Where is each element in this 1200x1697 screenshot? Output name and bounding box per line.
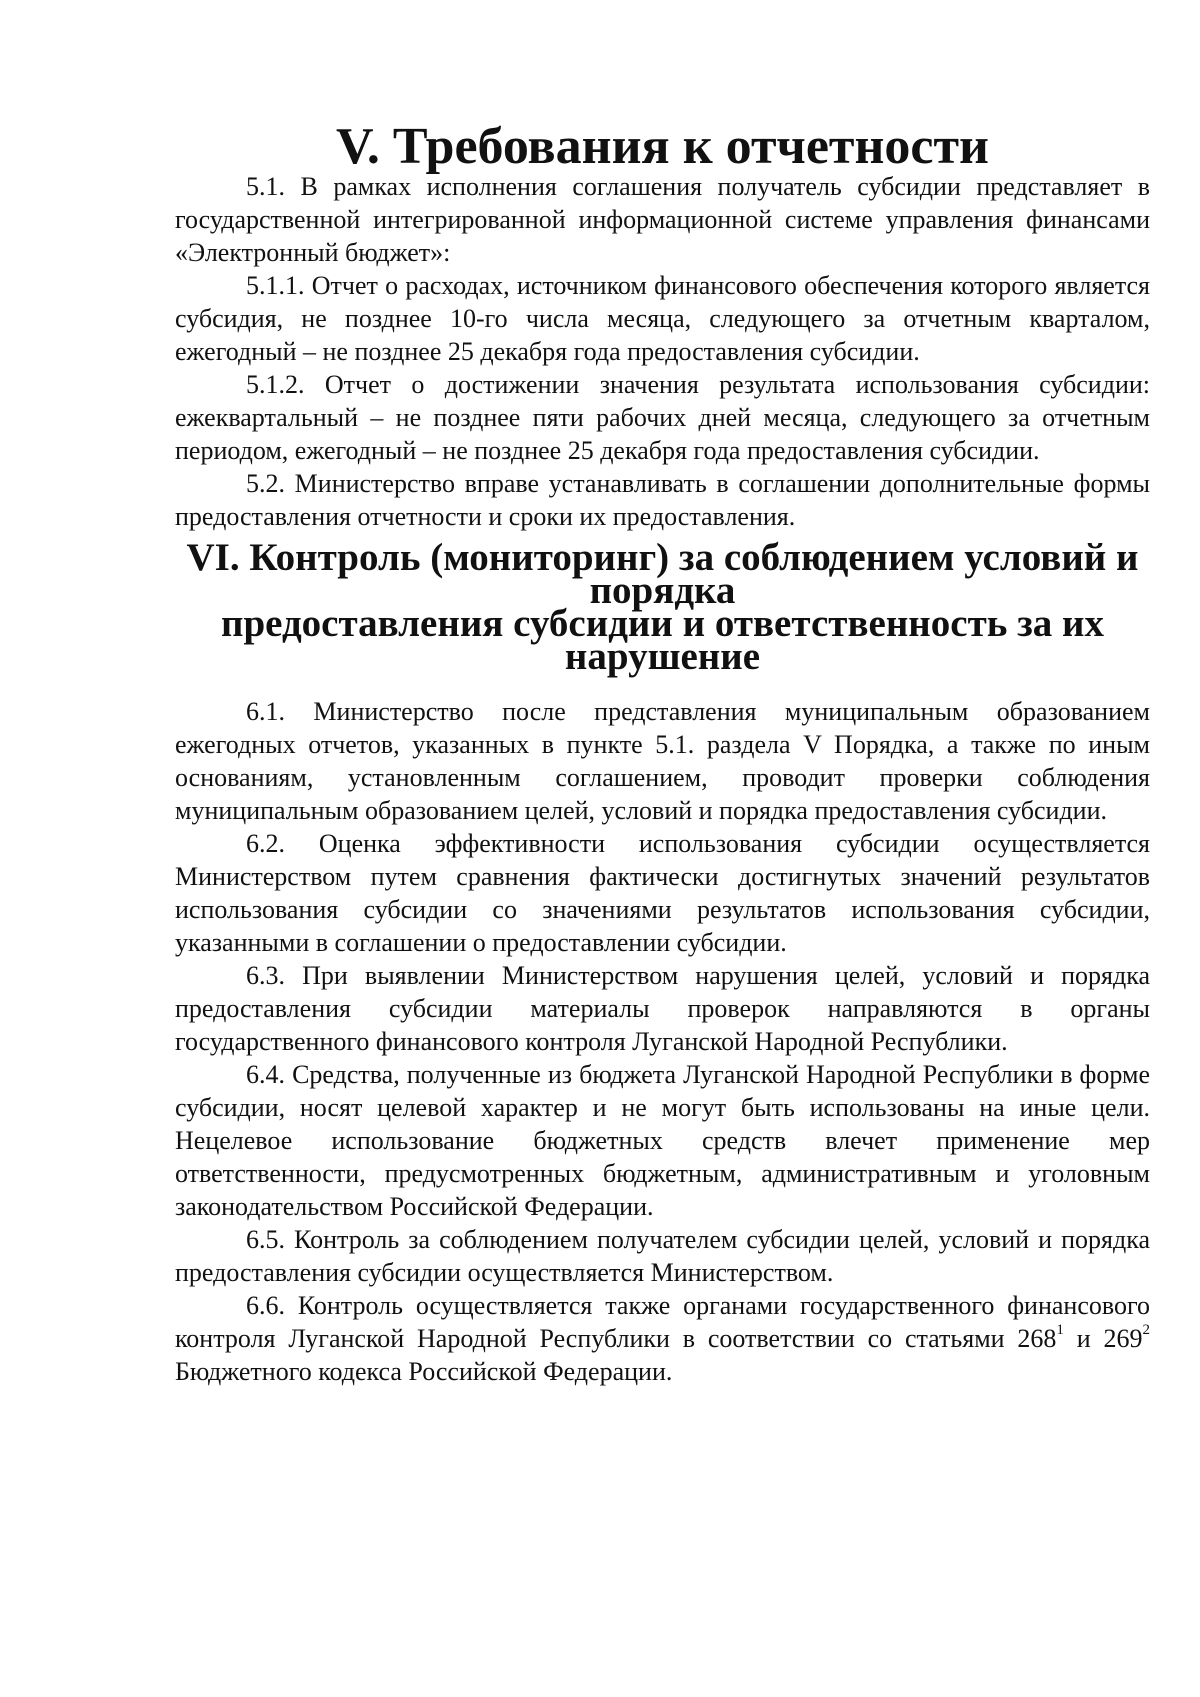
paragraph-6-6-part-2: и 269 [1063,1324,1143,1353]
paragraph-6-6-part-3: Бюджетного кодекса Российской Федерации. [175,1357,673,1386]
document-page [175,118,1150,1388]
paragraph-5-1-2: 5.1.2. Отчет о достижении значения результата использования субсидии: ежеквартальный – не позднее пяти рабочих дней месяца, следующего за отчетным периодом, ежегодный – не позднее 25 декабря года предоставления субсидии. [175,370,1150,465]
paragraph-6-3: 6.3. При выявлении Министерством нарушения целей, условий и порядка предоставления субсидии материалы проверок направляются в органы государственного финансового контроля Луганской Народной Республики. [175,961,1150,1056]
paragraph-6-2: 6.2. Оценка эффективности использования субсидии осуществляется Министерством путем сравнения фактически достигнутых значений результатов использования субсидии со значениями результатов использования субсидии, указанными в соглашении о предоставлении субсидии. [175,829,1150,957]
paragraph-5-1: 5.1. В рамках исполнения соглашения получатель субсидии представляет в государственной интегрированной информационной системе управления финансами «Электронный бюджет»: [175,172,1150,267]
paragraph-5-2: 5.2. Министерство вправе устанавливать в соглашении дополнительные формы предоставления отчетности и сроки их предоставления. [175,469,1150,531]
paragraph-6-6-part-1: 6.6. Контроль осуществляется также органами государственного финансового контроля Луганской Народной Республики в соответствии со статьями 268 [175,1291,1150,1353]
superscript-1: 1 [1056,1322,1064,1339]
paragraph-6-4: 6.4. Средства, полученные из бюджета Луганской Народной Республики в форме субсидии, носят целевой характер и не могут быть использованы на иные цели. Нецелевое использование бюджетных средств влечет применение мер ответственности, предусмотренных бюджетным, административным и уголовным законодательством Российской Федерации. [175,1060,1150,1221]
paragraph-5-1-1: 5.1.1. Отчет о расходах, источником финансового обеспечения которого является субсидия, не позднее 10-го числа месяца, следующего за отчетным кварталом, ежегодный – не позднее 25 декабря года предоставления субсидии. [175,271,1150,366]
superscript-2: 2 [1142,1322,1150,1339]
paragraph-6-1: 6.1. Министерство после представления муниципальным образованием ежегодных отчетов, указанных в пункте 5.1. раздела V Порядка, а также по иным основаниям, установленным соглашением, проводит проверки соблюдения муниципальным образованием целей, условий и порядка предоставления субсидии. [175,697,1150,825]
section-5-title: V. Требования к отчетности [335,118,990,175]
section-6-title-line-1: VI. Контроль (мониторинг) за соблюдением условий и порядка [186,536,1139,612]
paragraph-6-6 [175,1289,1150,1388]
paragraph-6-5: 6.5. Контроль за соблюдением получателем субсидии целей, условий и порядка предоставления субсидии осуществляется Министерством. [175,1225,1150,1287]
section-6-title-line-2: предоставления субсидии и ответственность за их нарушение [220,602,1105,678]
section-6-title [175,536,1150,678]
